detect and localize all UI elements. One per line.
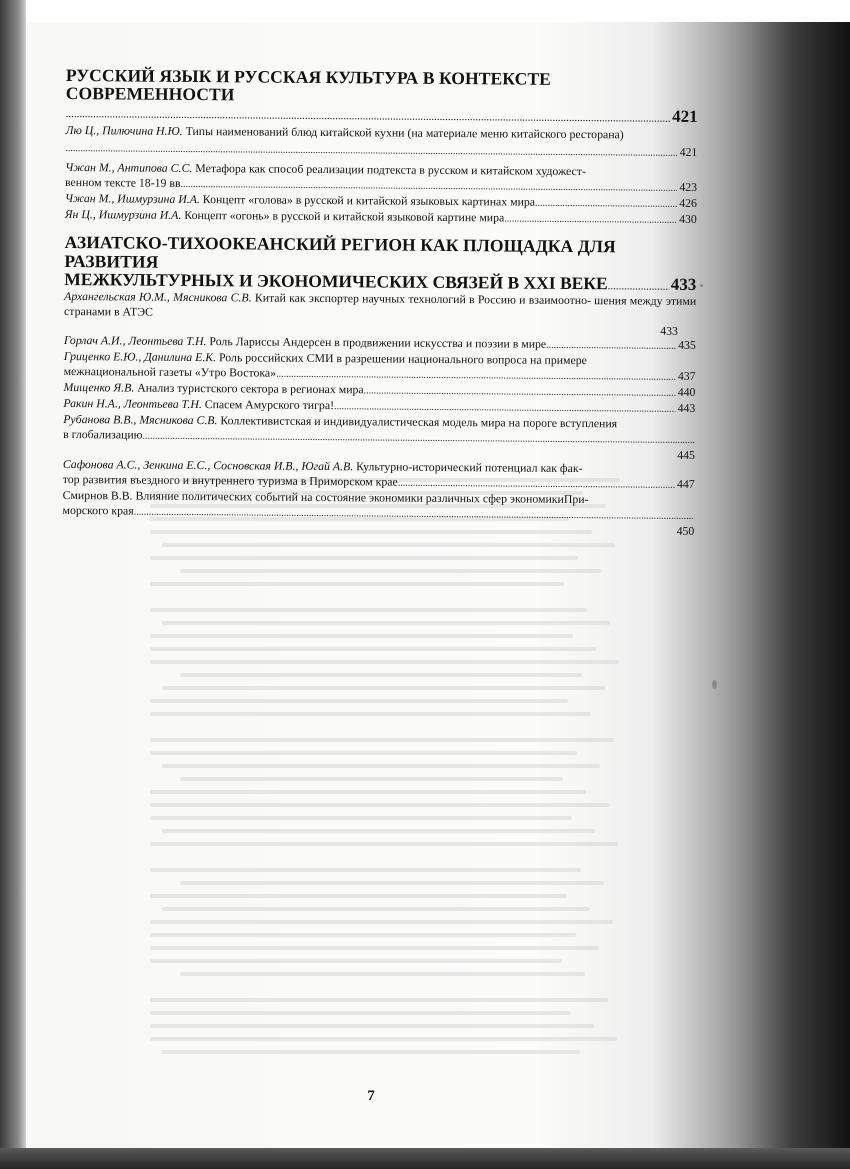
entry-authors: Чжан М., Антипова С.С. — [65, 160, 193, 176]
bleed-through-line — [180, 569, 601, 573]
entry-authors: Мищенко Я.В. — [63, 380, 135, 395]
bleed-through-line — [150, 608, 587, 612]
entry-authors: Лю Ц., Пилючина Н.Ю. — [65, 123, 183, 139]
entry-page-number: 450 — [676, 523, 695, 538]
entry-title: Концепт «огонь» в русской и китайской языковой картине мира — [184, 208, 505, 225]
scan-speck — [712, 680, 717, 689]
bleed-through-line — [150, 1037, 617, 1041]
dot-leader — [608, 281, 669, 293]
bleed-through-line — [150, 1024, 594, 1028]
section-heading: АЗИАТСКО-ТИХООКЕАНСКИЙ РЕГИОН КАК ПЛОЩАДКА ДЛЯ РАЗВИТИЯ — [64, 232, 616, 272]
entry-title: Китай как экспортер научных технологий в Россию и взаимоотно- — [254, 290, 591, 308]
bleed-through-line — [150, 1011, 571, 1015]
entry-title-continuation: межнациональной газеты «Утро Востока» — [63, 364, 277, 380]
bleed-through-line — [150, 803, 609, 807]
dot-leader — [504, 212, 677, 228]
entry-page-number: 437 — [677, 368, 696, 383]
section-page-number: 433 — [670, 274, 697, 295]
bleed-through-line — [162, 543, 615, 547]
bleed-through-texture — [150, 478, 690, 1068]
entry-authors: Смирнов В.В. — [62, 488, 133, 503]
bleed-through-line — [150, 738, 614, 742]
entry-title-continuation: тор развития въездного и внутреннего туризма в Приморском крае — [62, 472, 398, 489]
entry-authors: Чжан М., Ишмурзина И.А. — [64, 191, 200, 207]
toc-entry — [64, 289, 696, 324]
entry-page-number: 433 — [660, 323, 678, 338]
entry-title: Анализ туристского сектора в регионах мира — [137, 380, 364, 397]
entry-page-number: 440 — [677, 384, 696, 399]
section-heading: РУССКИЙ ЯЗЫК И РУССКАЯ КУЛЬТУРА В КОНТЕКСТЕ СОВРЕМЕННОСТИ — [65, 65, 552, 105]
entry-title: Культурно-исторический потенциал как фак- — [356, 459, 583, 476]
entry-page-number: 421 — [679, 145, 698, 160]
dot-leader — [65, 141, 677, 161]
bleed-through-line — [180, 881, 604, 885]
entry-title: Влияние политических событий на состояние экономики различных сфер экономикиПри- — [135, 488, 589, 507]
entry-title: Роль Лариссы Андерсен в продвижении искусства и поэзии в мире — [209, 334, 547, 351]
entry-title: Спасем Амурского тигра! — [204, 397, 335, 413]
bleed-through-line — [150, 842, 618, 846]
bleed-through-line — [150, 998, 608, 1002]
page-number: 7 — [367, 1088, 375, 1104]
bleed-through-line — [150, 699, 568, 703]
scan-top-margin — [0, 0, 850, 22]
bleed-through-line — [162, 686, 605, 690]
entry-page-number: 423 — [679, 180, 698, 195]
bleed-through-line — [162, 1050, 580, 1054]
entry-title: Роль российских СМИ в разрешении национального вопроса на примере — [219, 350, 587, 368]
entry-title-continuation: в глобализацию — [63, 427, 143, 442]
bleed-through-line — [162, 621, 610, 625]
entry-page-number: 426 — [679, 196, 697, 211]
bleed-through-line — [150, 933, 576, 937]
entry-page-number: 430 — [679, 212, 697, 227]
entry-title: Концепт «голова» в русской и китайской языковых картинах мира — [202, 192, 536, 210]
section-page-number: 421 — [672, 106, 698, 126]
dot-leader — [535, 196, 677, 212]
bleed-through-line — [162, 829, 595, 833]
bleed-through-line — [150, 790, 586, 794]
bleed-through-line — [162, 907, 590, 911]
entry-title: Типы наименований блюд китайской кухни (на материале меню китайского ресторана) — [185, 124, 624, 142]
entry-authors: Архангельская Ю.М., Мясникова С.В. — [64, 289, 252, 305]
entry-authors: Сафонова А.С., Зенкина Е.С., Сосновская И.В., Югай А.В. — [62, 457, 354, 474]
entry-page-line — [65, 140, 697, 161]
entry-title-continuation: морского края — [62, 503, 134, 518]
bleed-through-line — [180, 673, 582, 677]
entry-title: Коллективистская и индивидуалистическая модель мира на пороге вступления — [220, 413, 618, 431]
bleed-through-line — [150, 634, 573, 638]
scan-left-edge — [0, 0, 26, 1169]
entry-authors: Ян Ц., Ишмурзина И.А. — [64, 207, 182, 223]
bleed-through-line — [150, 816, 572, 820]
entry-page-number: 445 — [677, 447, 696, 462]
dot-leader — [546, 338, 676, 354]
section-heading-continuation: МЕЖКУЛЬТУРНЫХ И ЭКОНОМИЧЕСКИХ СВЯЗЕЙ В XXI ВЕКЕ — [64, 269, 608, 294]
bleed-through-line — [150, 556, 578, 560]
bleed-through-line — [150, 647, 596, 651]
bleed-through-line — [150, 751, 577, 755]
scan-bottom-edge — [0, 1148, 850, 1169]
bleed-through-line — [150, 894, 567, 898]
entry-authors: Горлач А.И., Леонтьева Т.Н. — [63, 333, 207, 349]
entry-page-number: 443 — [677, 400, 696, 415]
entry-title-continuation: шения между этими странами в АТЭС — [64, 293, 697, 319]
bleed-through-line — [150, 712, 591, 716]
entry-page-number: 447 — [676, 476, 695, 491]
bleed-through-line — [180, 777, 563, 781]
bleed-through-line — [150, 582, 564, 586]
entry-authors: Рубанова В.В., Мясникова С.В. — [63, 412, 218, 428]
bleed-through-line — [180, 972, 585, 976]
table-of-contents — [62, 66, 698, 538]
entry-authors: Ракин Н.А., Леонтьева Т.Н. — [63, 396, 202, 412]
section-page-line — [66, 103, 698, 127]
entry-page-number: 435 — [678, 337, 696, 352]
dot-leader — [364, 383, 676, 400]
entry-title-continuation: венном тексте 18-19 вв — [65, 175, 181, 191]
entry-authors: Гриценко Е.Ю., Данилина Е.К. — [63, 349, 217, 365]
scan-speck — [700, 284, 703, 287]
bleed-through-line — [162, 764, 600, 768]
bleed-through-line — [150, 959, 562, 963]
entry-title: Метафора как способ реализации подтекста в русском и китайском художест- — [195, 161, 586, 179]
bleed-through-line — [150, 946, 599, 950]
dot-leader — [66, 108, 671, 125]
bleed-through-line — [150, 660, 619, 664]
bleed-through-line — [150, 868, 581, 872]
bleed-through-line — [150, 920, 613, 924]
